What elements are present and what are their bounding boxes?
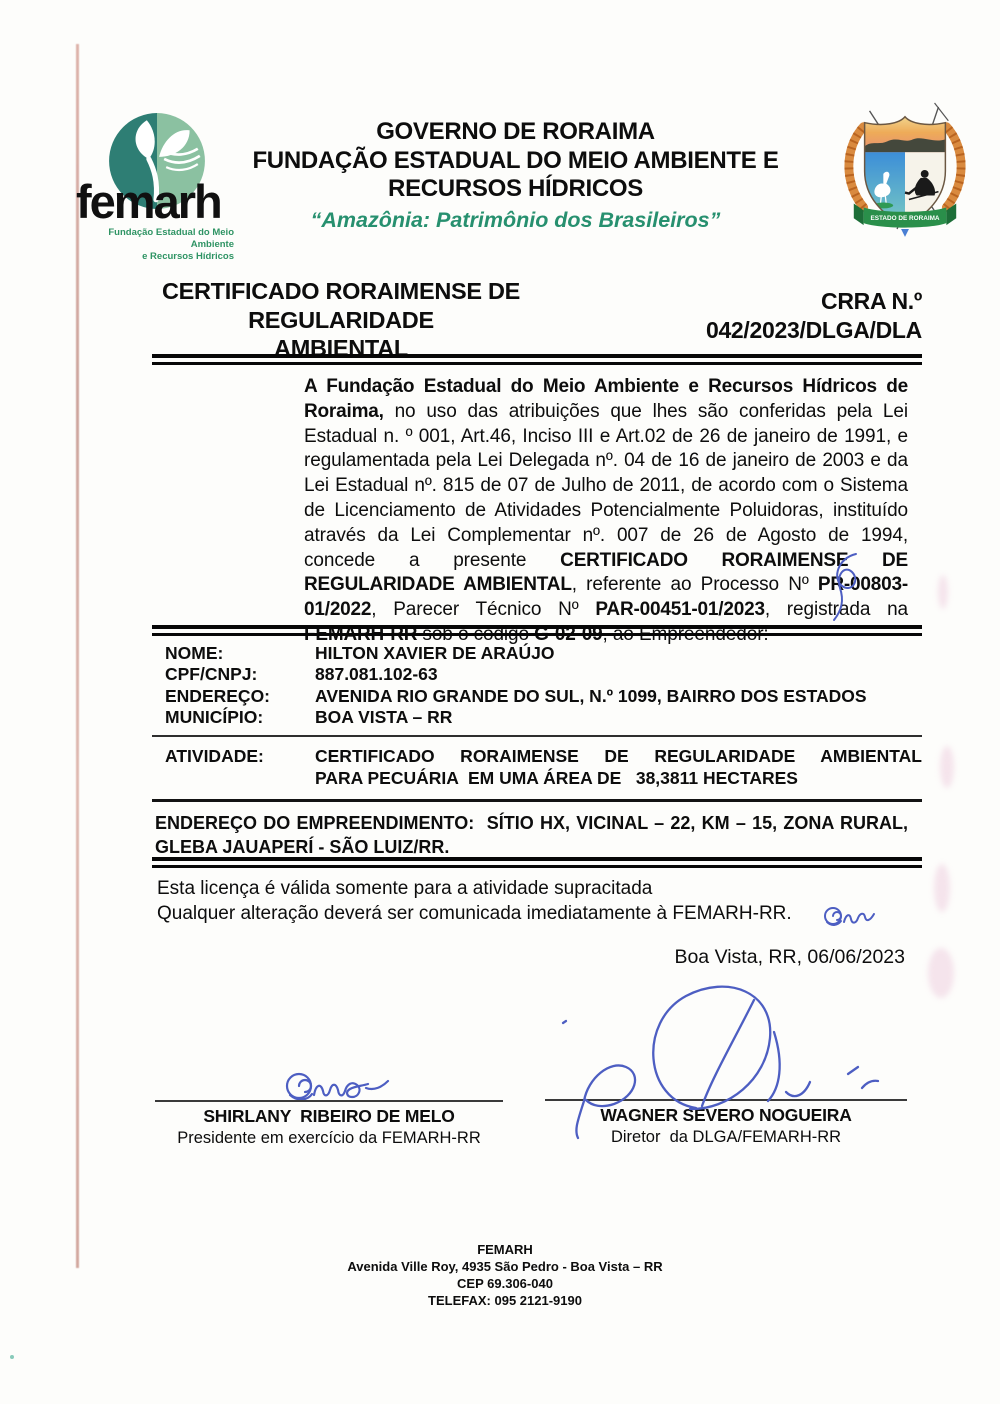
- divider-medium-rule: [152, 799, 922, 802]
- date-line: Boa Vista, RR, 06/06/2023: [674, 946, 905, 968]
- scan-smudge: [934, 864, 950, 912]
- activity-value-line1: CERTIFICADO RORAIMENSE DE REGULARIDADE AMBIENTAL: [315, 746, 922, 766]
- footer-telefax: TELEFAX: 095 2121-9190: [428, 1293, 582, 1308]
- activity-section: [152, 745, 922, 789]
- preamble-seg: , registrada na: [764, 599, 909, 621]
- preamble-seg: sob o código: [417, 623, 535, 645]
- preamble-seg: , Parecer Técnico Nº: [371, 599, 596, 621]
- certificate-title-row: [152, 277, 922, 363]
- footer-block: [110, 1241, 900, 1309]
- divider-double-rule: [152, 354, 922, 365]
- activity-value-line2: PARA PECUÁRIA EM UMA ÁREA DE 38,3811 HECTARES: [315, 768, 798, 788]
- field-value-municipio: BOA VISTA – RR: [315, 707, 453, 728]
- site-address-section: [155, 811, 908, 859]
- certificate-title: [152, 277, 530, 363]
- field-label-endereco: ENDEREÇO:: [165, 685, 271, 706]
- certificate-title-line1: CERTIFICADO RORAIMENSE DE: [161, 278, 521, 304]
- scan-dot-artifact: [10, 1355, 14, 1359]
- certificate-number-value: 042/2023/DLGA/DLA: [705, 317, 922, 343]
- motto-text: “Amazônia: Patrimônio dos Brasileiros”: [310, 207, 721, 232]
- preamble-paragraph: [304, 375, 908, 648]
- preamble-seg: , ao Empreendedor:: [602, 623, 769, 645]
- certificate-title-line3: AMBIENTAL: [274, 335, 408, 361]
- signature-line: [155, 1100, 503, 1102]
- header-org-block: [248, 118, 783, 233]
- footer-address: Avenida Ville Roy, 4935 São Pedro - Boa Vista – RR: [347, 1259, 663, 1274]
- preamble-seg-bold: FEMARH-RR: [304, 623, 418, 645]
- ink-rubric-mark: [826, 548, 870, 624]
- femarh-tagline-line2: e Recursos Hídricos: [142, 250, 234, 262]
- site-address-line1: ENDEREÇO DO EMPREENDIMENTO: SÍTIO HX, VICINAL – 22, KM – 15, ZONA RURAL,: [155, 813, 908, 833]
- site-address-line2: GLEBA JAUAPERÍ - SÃO LUIZ/RR.: [155, 837, 450, 857]
- preamble-seg: no uso das atribuições que lhes são conferidas pela Lei Estadual n. º 001, Art.46, Inciso III e Art.02 de 26 de janeiro de 1991, e regulamentada pela Lei Delegada nº. 04 de 16 de janeiro de 2003 e da Lei Estadual nº. 815 de 07 de Julho de 2011, de acordo com o Sistema de Licenciamento de Atividades Potencialmente Poluidoras, instituído através da Lei Complementar nº. 007 de 26 de Agosto de 1994, concede a presente: [304, 400, 908, 571]
- signer-title-left: Presidente em exercício da FEMARH-RR: [177, 1129, 481, 1147]
- holder-fields: [152, 643, 922, 729]
- field-label-nome: NOME:: [165, 643, 224, 663]
- femarh-tagline-line1: Fundação Estadual do Meio Ambiente: [108, 227, 234, 250]
- field-value-nome: HILTON XAVIER DE ARAÚJO: [315, 643, 555, 663]
- org-line-2: FUNDAÇÃO ESTADUAL DO MEIO AMBIENTE E: [252, 146, 779, 174]
- org-line-3: RECURSOS HÍDRICOS: [388, 175, 643, 202]
- ink-initials-mark: [822, 901, 877, 929]
- divider-thin-rule: [152, 735, 922, 737]
- signature-block-right: [545, 1099, 907, 1147]
- signer-name-right: WAGNER SEVERO NOGUEIRA: [600, 1105, 852, 1125]
- footer-org: FEMARH: [477, 1242, 533, 1257]
- field-label-cpf: CPF/CNPJ:: [165, 664, 258, 685]
- signature-block-left: [155, 1100, 503, 1148]
- divider-double-rule: [152, 625, 922, 636]
- field-value-endereco: AVENIDA RIO GRANDE DO SUL, N.º 1099, BAIRRO DOS ESTADOS: [315, 685, 867, 706]
- field-value-cpf: 887.081.102-63: [315, 664, 438, 685]
- signer-name-left: SHIRLANY RIBEIRO DE MELO: [203, 1106, 455, 1126]
- preamble-seg-bold: G-02-09: [534, 623, 603, 645]
- certificate-title-line2: REGULARIDADE: [248, 306, 434, 333]
- activity-label: ATIVIDADE:: [165, 746, 264, 766]
- org-line-1: GOVERNO DE RORAIMA: [376, 118, 655, 145]
- validity-line1: Esta licença é válida somente para a atividade supracitada: [157, 878, 653, 899]
- femarh-wordmark: femarh: [76, 175, 221, 228]
- preamble-seg-bold: PAR-00451-01/2023: [595, 599, 765, 621]
- scan-smudge: [940, 746, 954, 788]
- preamble-seg: , referente ao Processo Nº: [571, 574, 818, 596]
- certificate-number-label: CRRA N.º: [821, 288, 922, 314]
- preamble-seg-bold: PR-00803-01/2022: [304, 574, 908, 621]
- validity-section: [157, 876, 847, 926]
- signature-line: [545, 1099, 907, 1101]
- divider-double-rule: [152, 857, 922, 868]
- scan-smudge: [928, 948, 954, 998]
- roraima-coat-of-arms-icon: [840, 96, 970, 238]
- activity-value: [315, 745, 922, 789]
- preamble-seg-bold: CERTIFICADO RORAIMENSE DE REGULARIDADE AMBIENTAL: [304, 549, 908, 596]
- scan-smudge: [938, 575, 948, 609]
- validity-line2: Qualquer alteração deverá ser comunicada imediatamente à FEMARH-RR.: [157, 903, 792, 924]
- footer-cep: CEP 69.306-040: [457, 1276, 553, 1291]
- signer-title-right: Diretor da DLGA/FEMARH-RR: [610, 1128, 842, 1146]
- femarh-logo-tagline: [74, 227, 234, 263]
- preamble-seg-bold: A Fundação Estadual do Meio Ambiente e Recursos Hídricos de Roraima,: [304, 376, 908, 422]
- coat-banner-text: ESTADO DE RORAIMA: [870, 215, 940, 223]
- certificate-number-block: [664, 287, 922, 363]
- field-label-municipio: MUNICÍPIO:: [165, 707, 264, 728]
